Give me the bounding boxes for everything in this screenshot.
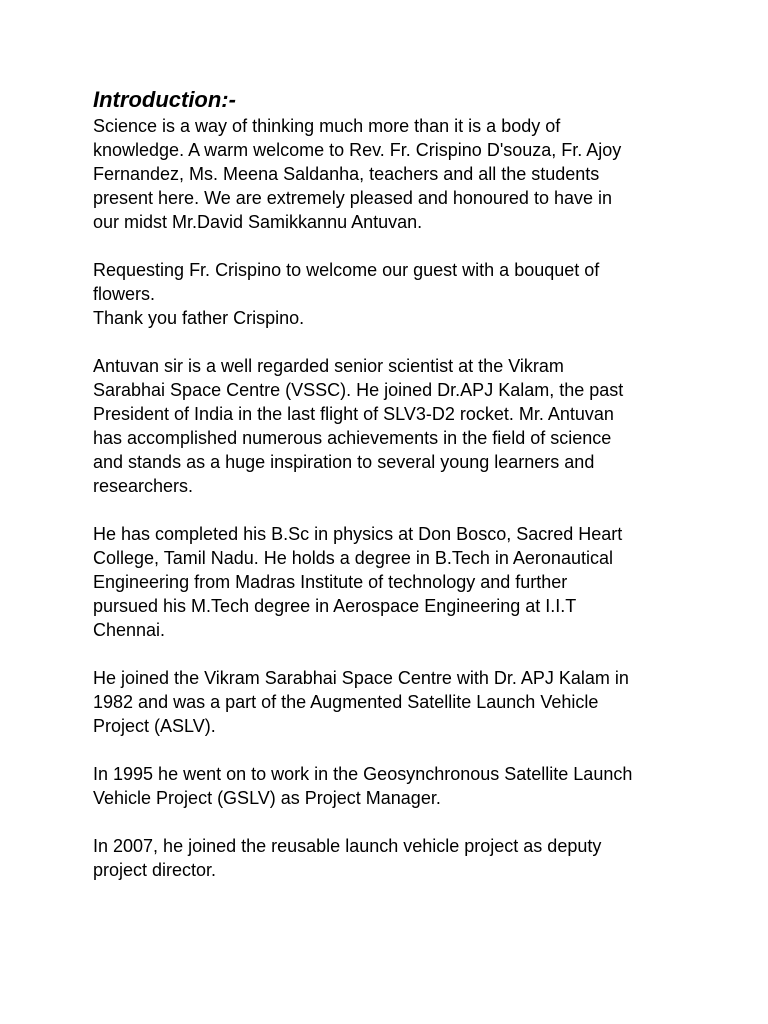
text-line: project director.: [93, 860, 217, 880]
paragraph-vssc-join: [93, 666, 693, 738]
text-line: researchers.: [93, 476, 194, 496]
text-line: and stands as a huge inspiration to several young learners and: [93, 452, 595, 472]
text-line: has accomplished numerous achievements in the field of science: [93, 428, 612, 448]
text-line: knowledge. A warm welcome to Rev. Fr. Crispino D'souza, Fr. Ajoy: [93, 140, 622, 160]
paragraph-gslv: [93, 762, 693, 810]
text-line: Sarabhai Space Centre (VSSC). He joined Dr.APJ Kalam, the past: [93, 380, 624, 400]
text-line: Engineering from Madras Institute of technology and further: [93, 572, 568, 592]
paragraph-education: [93, 522, 693, 642]
text-line: College, Tamil Nadu. He holds a degree in B.Tech in Aeronautical: [93, 548, 613, 568]
text-line: President of India in the last flight of SLV3-D2 rocket. Mr. Antuvan: [93, 404, 614, 424]
text-line: 1982 and was a part of the Augmented Satellite Launch Vehicle: [93, 692, 599, 712]
text-line: He joined the Vikram Sarabhai Space Centre with Dr. APJ Kalam in: [93, 668, 629, 688]
introduction-heading: Introduction:-: [93, 87, 236, 112]
text-line: Science is a way of thinking much more than it is a body of: [93, 116, 561, 136]
text-line: flowers.: [93, 284, 156, 304]
text-line: Chennai.: [93, 620, 166, 640]
paragraph-scientist: [93, 354, 693, 498]
text-line: Antuvan sir is a well regarded senior scientist at the Vikram: [93, 356, 564, 376]
document-page: [93, 84, 693, 906]
text-line: In 1995 he went on to work in the Geosynchronous Satellite Launch: [93, 764, 633, 784]
text-line: present here. We are extremely pleased and honoured to have in: [93, 188, 612, 208]
text-line: Requesting Fr. Crispino to welcome our guest with a bouquet of: [93, 260, 600, 280]
text-line: Vehicle Project (GSLV) as Project Manager.: [93, 788, 441, 808]
paragraph-bouquet: [93, 258, 693, 330]
text-line: Project (ASLV).: [93, 716, 216, 736]
text-line: pursued his M.Tech degree in Aerospace Engineering at I.I.T: [93, 596, 577, 616]
text-line: our midst Mr.David Samikkannu Antuvan.: [93, 212, 423, 232]
paragraph-welcome: [93, 114, 693, 234]
text-line: He has completed his B.Sc in physics at Don Bosco, Sacred Heart: [93, 524, 623, 544]
paragraph-rlv: [93, 834, 693, 882]
text-line: In 2007, he joined the reusable launch vehicle project as deputy: [93, 836, 602, 856]
text-line: Thank you father Crispino.: [93, 308, 305, 328]
text-line: Fernandez, Ms. Meena Saldanha, teachers and all the students: [93, 164, 600, 184]
